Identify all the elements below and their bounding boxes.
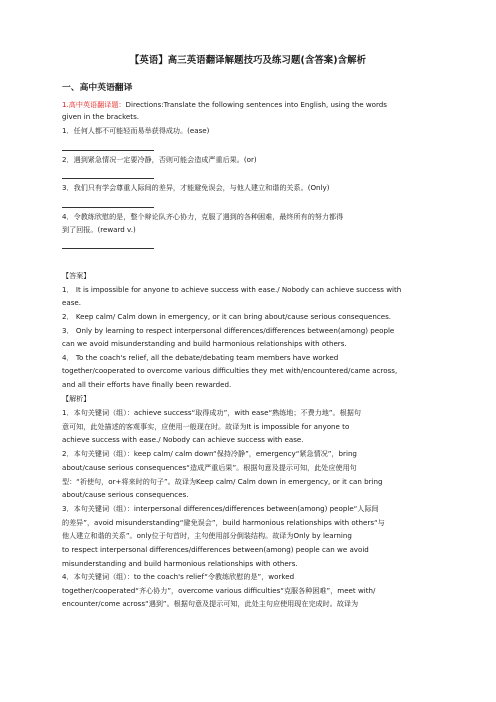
answer-line: together/cooperated to overcome various difficulties they met with/encountered/came across, — [62, 366, 398, 375]
analysis-line: to respect interpersonal differences/differences between(among) people can we avoid — [62, 545, 369, 554]
question-2: 2．遇到紧急情况一定要冷静，否则可能会造成严重后果。(or) — [62, 155, 257, 164]
answer-blank-1 — [62, 150, 154, 151]
section-heading: 一、高中英语翻译 — [62, 83, 133, 93]
answer-blank-2 — [62, 178, 154, 179]
answer-blank-3 — [62, 207, 154, 208]
question-4: 4．令教练欣慰的是，整个辩论队齐心协力，克服了遇到的各种困难，最终所有的努力都得 — [62, 212, 344, 221]
analysis-line: 的差异”，avoid misunderstanding“避免误会”，build harmonious relationships with others“与 — [62, 518, 385, 527]
question-number: 1. — [62, 100, 69, 109]
analysis-line: together/cooperated“齐心协力”，overcome various difficulties“克服各种困难”，meet with/ — [62, 586, 376, 595]
answer-line: 1． It is impossible for anyone to achieve success with ease./ Nobody can achieve success with — [62, 285, 402, 294]
answer-line: and all their efforts have finally been rewarded. — [62, 380, 232, 389]
answer-line: ease. — [62, 298, 82, 307]
analysis-line: 型：“祈使句，or+将来时的句子”。故译为Keep calm/ Calm down in emergency, or it can bring — [62, 477, 383, 486]
analysis-line: encounter/come across“遇到”。根据句意及提示可知，此处主句应使用现在完成时。故译为 — [62, 599, 359, 608]
analysis-line: 1．本句关键词（组）：achieve success“取得成功”，with ease“熟练地；不费力地”。根据句 — [62, 408, 361, 417]
answer-line: can we avoid misunderstanding and build harmonious relationships with others. — [62, 339, 347, 348]
question-directions-cont: given in the brackets. — [62, 112, 140, 121]
analysis-line: achieve success with ease./ Nobody can achieve success with ease. — [62, 435, 304, 444]
answer-line: 2． Keep calm/ Calm down in emergency, or it can bring about/cause serious consequences. — [62, 312, 392, 321]
analysis-line: 2．本句关键词（组）：keep calm/ calm down“保持冷静”，emergency“紧急情况”，bring — [62, 449, 357, 458]
analysis-line: about/cause serious consequences. — [62, 490, 189, 499]
question-type-label: 高中英语翻译题： — [68, 100, 126, 109]
analysis-line: about/cause serious consequences“造成严重后果”。根据句意及提示可知，此处应使用句 — [62, 463, 357, 472]
analysis-line: misunderstanding and build harmonious relationships with others. — [62, 559, 298, 568]
answer-heading: 【答案】 — [62, 271, 91, 280]
document-title: 【英语】高三英语翻译解题技巧及练习题(含答案)含解析 — [129, 55, 367, 66]
analysis-line: 3．本句关键词（组）：interpersonal differences/differences between(among) people“人际间 — [62, 504, 379, 513]
analysis-line: 他人建立和谐的关系”。only位于句首时，主句使用部分倒装结构。故译为Only by learning — [62, 531, 352, 540]
question-intro — [62, 100, 387, 109]
answer-line: 3． Only by learning to respect interpersonal differences/differences between(among) people — [62, 326, 395, 335]
answer-blank-4 — [62, 248, 154, 249]
analysis-line: 4．本句关键词（组）：to the coach's relief“令教练欣慰的是”，worked — [62, 572, 295, 581]
analysis-line: 意可知，此处描述的客观事实，应使用一般现在时。故译为It is impossible for anyone to — [62, 422, 350, 431]
analysis-heading: 【解析】 — [62, 394, 91, 403]
question-3: 3．我们只有学会尊重人际间的差异，才能避免误会，与他人建立和谐的关系。(Only) — [62, 183, 330, 192]
question-directions: Directions:Translate the following sentences into English, using the words — [125, 100, 387, 109]
question-4-cont: 到了回报。(reward v.) — [62, 225, 136, 234]
question-1: 1．任何人都不可能轻而易举获得成功。(ease) — [62, 126, 210, 135]
answer-line: 4． To the coach's relief, all the debate/debating team members have worked — [62, 353, 339, 362]
